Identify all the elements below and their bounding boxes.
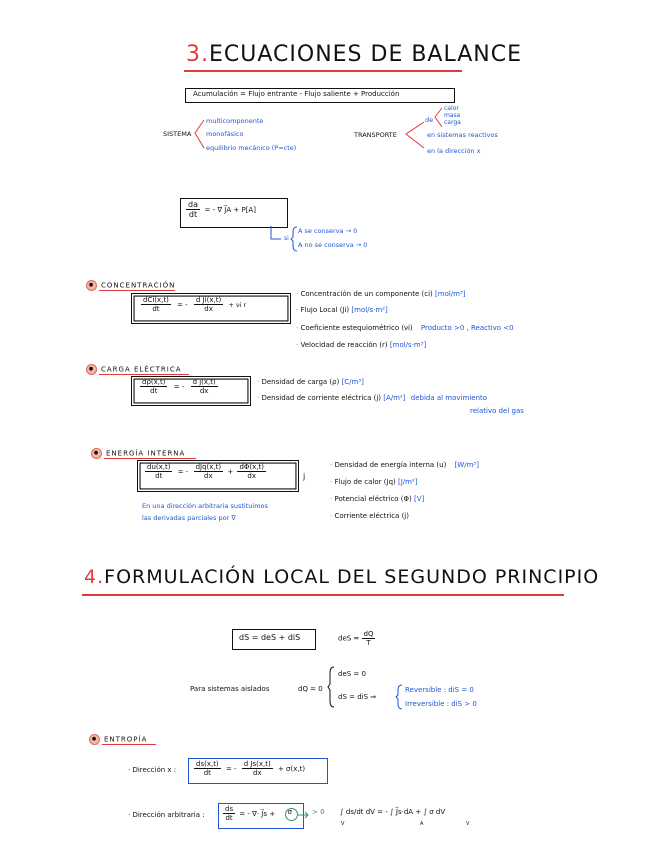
carga-lhs-num: dρ(x,t) [142,378,166,386]
energia-note-3-text: Potencial eléctrico (Φ) [334,495,412,503]
entropia-heading-underline [102,744,156,745]
dir-x-lhs-num: ds(x,t) [196,760,219,768]
carga-note-2: · Densidad de corriente eléctrica (j) [A/m²] debida al movimiento [257,394,488,402]
carga-eq [140,378,218,395]
energia-plus: + [227,467,234,476]
dir-arb-den: dt [225,814,233,822]
concentracion-note-2-text: Flujo Local (Ji) [300,306,350,314]
dir-arb-rhs: = - ∇· J⃗s + [239,809,276,818]
aislados-label: Para sistemas aislados [190,685,270,693]
section3-underline [184,70,462,72]
section3-title-text: ECUACIONES DE BALANCE [209,42,523,67]
energia-rhs2-num: dΦ(x,t) [239,463,264,471]
integral-sub-v1: V [341,821,345,827]
concentracion-rhs-den: dx [204,305,213,313]
sigma-symbol: σ [287,808,292,816]
balance-text: Acumulación = Flujo entrante - Flujo saliente + Producción [193,90,400,98]
concentracion-note-3-unit: Producto >0 , Reactivo <0 [420,324,514,332]
transporte-item-1: en sistemas reactivos [427,131,498,139]
integral-sub-v2: V [466,821,470,827]
section4-underline [82,594,564,596]
rev-text: Reversible : diS = 0 [405,686,474,694]
entropia-bullet-icon: ● [89,734,100,745]
transporte-de-item-2: masa [444,112,461,119]
energia-lhs-num: du(x,t) [147,463,171,471]
dir-x-rhs-den: dx [252,769,262,777]
irrev-text: Irreversible : diS > 0 [405,700,477,708]
dir-x-mid: = - [225,764,237,773]
sistema-brace [193,118,205,152]
carga-bullet-icon: ● [86,364,97,375]
carga-note-1-unit: [C/m³] [341,378,364,386]
sistema-label: SISTEMA [163,130,192,138]
sistema-item-1: multicomponente [206,117,264,125]
general-eq-rhs: = - ∇⃗ J⃗A + P[A] [204,206,256,214]
dq0-label: dQ = 0 [298,685,323,693]
dir-x-label: · Dirección x : [128,766,177,774]
concentracion-mid: = - [177,300,188,309]
dir-x-rhs-num: d Js(x,t) [243,760,271,768]
section4-title-text: FORMULACIÓN LOCAL DEL SEGUNDO PRINCIPIO [104,566,600,588]
concentracion-note-4: · Velocidad de reacción (r) [mol/s·m³] [296,341,427,349]
energia-note-4: · Corriente eléctrica (j) [330,512,409,520]
concentracion-bullet-icon: ● [86,280,97,291]
dir-arb-eq [223,805,275,822]
concentracion-note-2-unit: [mol/s·m²] [351,306,388,314]
concentracion-lhs-den: dt [152,305,160,313]
concentracion-note-1: · Concentración de un componente (ci) [mol/m³] [296,290,466,298]
des-den: T [366,639,371,647]
section3-number: 3. [186,42,209,67]
energia-note-1-text: Densidad de energía interna (u) [334,461,447,469]
transporte-label: TRANSPORTE [354,131,397,139]
des-num: dQ [363,630,374,638]
sistema-item-2: monofásico [206,130,244,138]
energia-blue-note-1: En una dirección arbitraria sustituimos [142,502,268,510]
energia-note-2: · Flujo de calor (Jq) [J/m²] [330,478,418,486]
dir-x-tail: + σ(x,t) [277,764,306,773]
energia-tail: j [303,472,306,481]
carga-lhs-den: dt [150,387,158,395]
energia-rhs2-den: dx [247,472,256,480]
energia-note-2-text: Flujo de calor (Jq) [334,478,396,486]
energia-lhs-den: dt [155,472,163,480]
concentracion-note-3: · Coeficiente estequiométrico (νi) Producto >0 , Reactivo <0 [296,324,514,332]
concentracion-eq [141,296,246,313]
energia-heading-text: ENERGÍA INTERNA [106,449,186,458]
energia-mid: = - [177,467,189,476]
concentracion-note-4-text: Velocidad de reacción (r) [300,341,388,349]
concentracion-rhs-num: d Ji(x,t) [195,296,222,304]
dir-x-eq [194,760,305,777]
carga-heading-text: CARGA ELÉCTRICA [101,365,182,374]
general-eq-case2: A no se conserva → 0 [298,241,368,249]
case-top: deS = 0 [338,670,366,678]
entropia-heading-text: ENTROPÍA [104,735,148,744]
carga-note-1: · Densidad de carga (ρ) [C/m³] [257,378,364,386]
carga-mid: = - [173,382,185,391]
carga-note-1-text: Densidad de carga (ρ) [261,378,340,386]
concentracion-note-1-unit: [mol/m³] [435,290,466,298]
carga-rhs-num: d j(x,t) [192,378,216,386]
dir-x-lhs-den: dt [203,769,211,777]
transporte-de-item-3: carga [444,119,461,126]
general-eq-den: dt [188,210,198,219]
transporte-de-brace [433,106,443,130]
energia-note-3-unit: [V] [414,495,425,503]
section4-title [84,566,599,588]
energia-heading-underline [104,458,196,459]
energia-note-1: · Densidad de energía interna (u) [W/m³] [330,461,479,469]
concentracion-note-1-text: Concentración de un componente (ci) [300,290,433,298]
concentracion-heading-text: CONCENTRACIÓN [101,281,176,290]
concentracion-note-4-unit: [mol/s·m³] [389,341,427,349]
transporte-item-2: en la dirección x [427,147,481,155]
general-eq-num: da [188,200,198,209]
energia-rhs-den: dx [204,472,213,480]
transporte-de-item-1: calor [444,105,459,112]
energia-blue-note-2: las derivadas parciales por ∇ [142,514,236,522]
sigma-arrow-icon [298,812,312,818]
concentracion-heading-underline [99,290,175,291]
section4-number: 4. [84,566,105,588]
carga-note-2-text: Densidad de corriente eléctrica (j) [261,394,382,402]
general-eq-case1: A se conserva → 0 [298,227,358,235]
general-eq-arrow [269,226,285,244]
carga-note-2-unit: [A/m²] [383,394,406,402]
carga-rhs-den: dx [199,387,209,395]
transporte-brace [404,118,426,152]
case-bottom: dS = diS ⇒ [338,693,377,701]
section3-title [186,42,522,67]
integral-sub-a: A [420,821,424,827]
energia-rhs-num: dJq(x,t) [195,463,222,471]
general-eq [186,200,256,219]
concentracion-tail: + νi r [228,300,247,309]
transporte-de: de [425,116,434,124]
rev-brace [396,684,404,710]
energia-bullet-icon: ● [91,448,102,459]
energia-note-3: · Potencial eléctrico (Φ) [V] [330,495,425,503]
energia-eq [145,463,266,480]
energia-note-2-unit: [J/m²] [397,478,418,486]
sigma-gt0: > 0 [312,808,325,816]
concentracion-lhs-num: dCi(x,t) [143,296,169,304]
integral-eq: ∫ ds/dt dV = - ∫ J⃗s·dA + ∫ σ dV [340,808,446,816]
energia-note-1-unit: [W/m³] [454,461,479,469]
concentracion-note-2: · Flujo Local (Ji) [mol/s·m²] [296,306,388,314]
des-lhs: deS = [338,634,360,643]
aislados-brace [328,666,336,708]
carga-heading-underline [99,374,189,375]
carga-note-2-extra2: relativo del gas [470,407,524,415]
carga-note-2-extra1: debida al movimiento [410,394,488,402]
concentracion-note-3-text: Coeficiente estequiométrico (νi) [300,324,413,332]
des-eq [338,630,375,647]
energia-note-4-text: Corriente eléctrica (j) [334,512,409,520]
dir-arb-num: ds [225,805,234,813]
sistema-item-3: equilibrio mecánico (P=cte) [206,144,297,152]
ds-box-text: dS = deS + diS [239,633,301,642]
dir-arb-label: · Dirección arbitraria : [128,811,205,819]
general-eq-si: si [284,235,289,242]
